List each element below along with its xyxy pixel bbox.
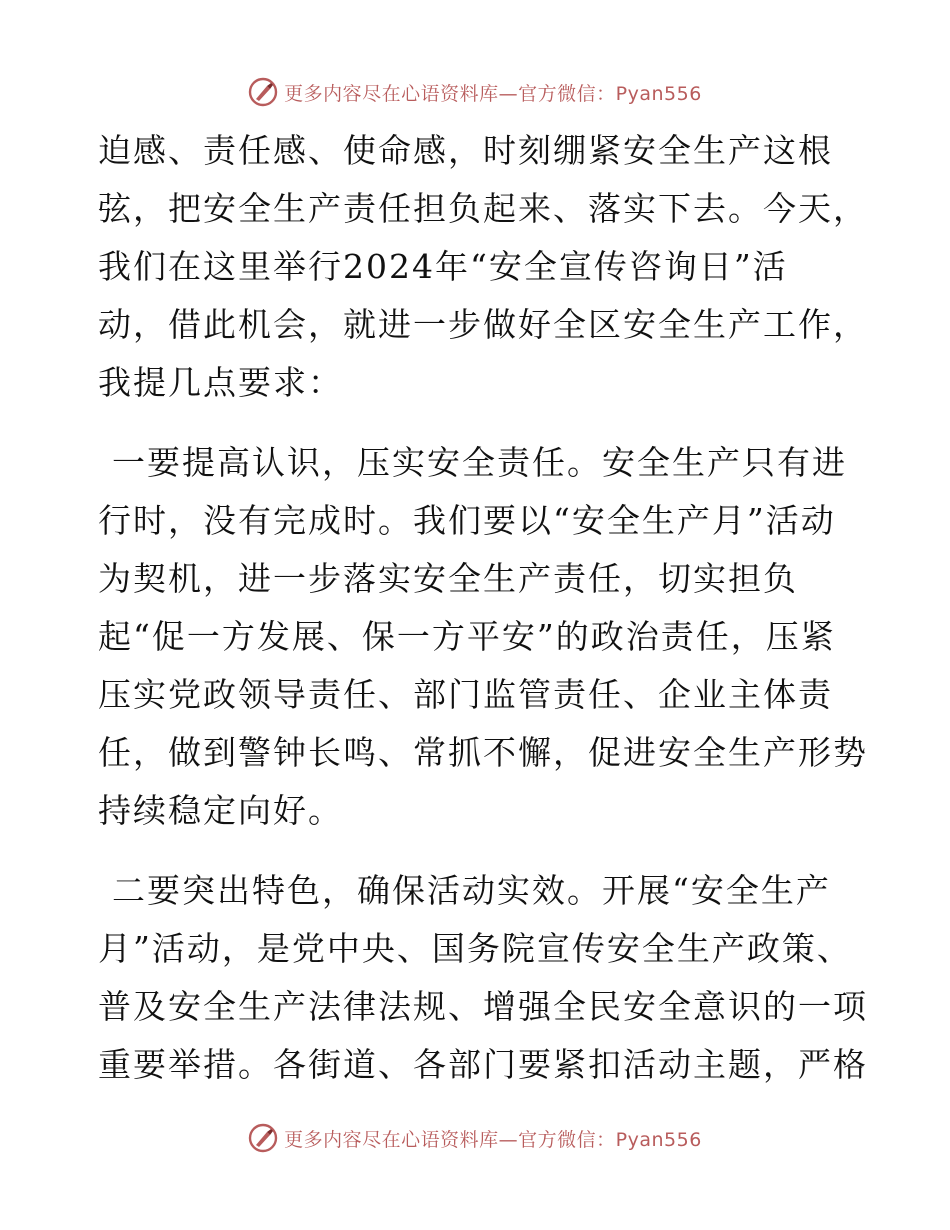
text-line: 一要提高认识，压实安全责任。安全生产只有进: [112, 443, 847, 482]
text-line: 弦，把安全生产责任担负起来、落实下去。今天，: [98, 189, 868, 228]
text-line: 压实党政领导责任、部门监管责任、企业主体责: [98, 675, 833, 714]
watermark-text: 更多内容尽在心语资料库—官方微信：Pyan556: [284, 82, 702, 105]
text-line: 月”活动，是党中央、国务院宣传安全生产政策、: [98, 929, 852, 968]
document-body: [98, 122, 868, 1094]
text-line: 二要突出特色，确保活动实效。开展“安全生产: [112, 871, 831, 910]
text-line: 普及安全生产法律法规、增强全民安全意识的一项: [98, 987, 868, 1026]
paragraph-point-one: [98, 434, 868, 840]
text-line: 迫感、责任感、使命感，时刻绷紧安全生产这根: [98, 131, 833, 170]
text-line: 动，借此机会，就进一步做好全区安全生产工作，: [98, 305, 868, 344]
footer-watermark: [0, 1118, 950, 1158]
text-line: 任，做到警钟长鸣、常抓不懈，促进安全生产形势: [98, 733, 868, 772]
text-line: 行时，没有完成时。我们要以“安全生产月”活动: [98, 501, 836, 540]
text-line: 我提几点要求：: [98, 363, 343, 402]
text-line: 为契机，进一步落实安全生产责任，切实担负: [98, 559, 798, 598]
header-watermark: [0, 72, 950, 112]
text-line: 我们在这里举行2024年“安全宣传咨询日”活: [98, 247, 788, 286]
text-line: 起“促一方发展、保一方平安”的政治责任，压紧: [98, 617, 836, 656]
text-line: 持续稳定向好。: [98, 791, 343, 830]
paragraph-intro: [98, 122, 868, 412]
paragraph-point-two: [98, 862, 868, 1094]
pen-logo-icon: [248, 1123, 278, 1153]
pen-logo-icon: [248, 77, 278, 107]
text-line: 重要举措。各街道、各部门要紧扣活动主题，严格: [98, 1045, 868, 1084]
watermark-text: 更多内容尽在心语资料库—官方微信：Pyan556: [284, 1128, 702, 1151]
